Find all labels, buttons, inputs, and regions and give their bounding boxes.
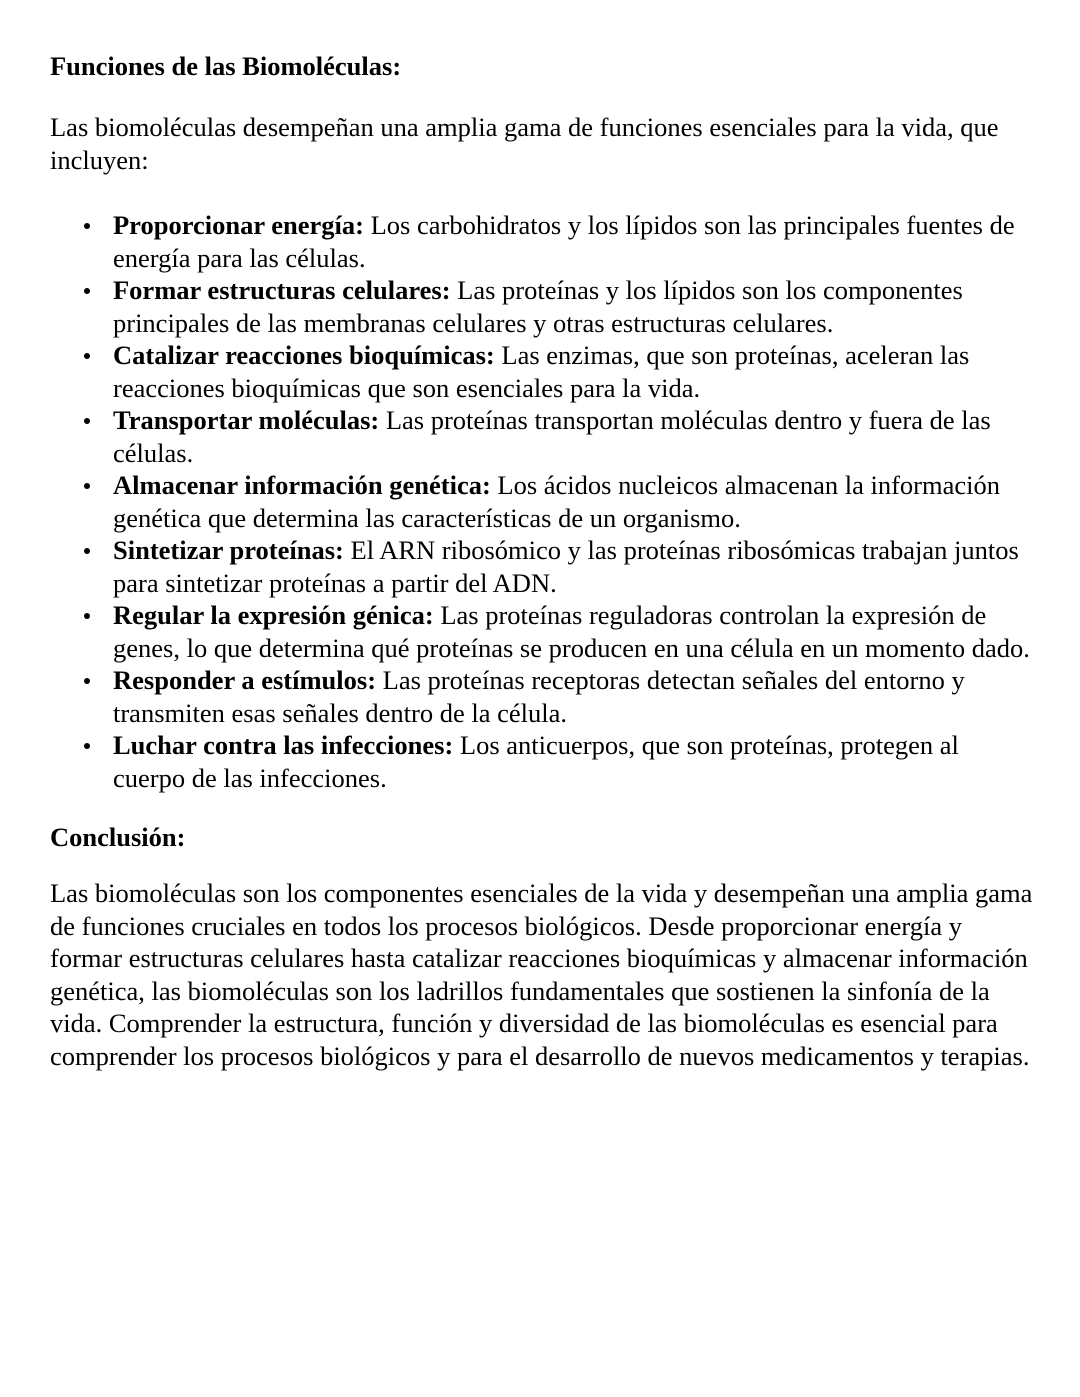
item-text: Los anticuerpos, que son proteínas, protegen al cuerpo de las infecciones. bbox=[113, 730, 959, 793]
list-item bbox=[50, 729, 1035, 794]
functions-heading: Funciones de las Biomoléculas: bbox=[50, 51, 402, 81]
item-term: Sintetizar proteínas: bbox=[113, 535, 344, 565]
item-text: Las proteínas reguladoras controlan la expresión de genes, lo que determina qué proteínas se producen en una célula en un momento dado. bbox=[113, 600, 1030, 663]
item-text: Las proteínas y los lípidos son los componentes principales de las membranas celulares y otras estructuras celulares. bbox=[113, 275, 963, 338]
item-term: Proporcionar energía: bbox=[113, 210, 364, 240]
item-text: Las proteínas transportan moléculas dentro y fuera de las células. bbox=[113, 405, 991, 468]
item-text: Los ácidos nucleicos almacenan la información genética que determina las características de un organismo. bbox=[113, 470, 1000, 533]
bullet-icon bbox=[84, 288, 90, 294]
item-text: Las proteínas receptoras detectan señales del entorno y transmiten esas señales dentro de la célula. bbox=[113, 665, 965, 728]
bullet-icon bbox=[84, 223, 90, 229]
list-item bbox=[50, 209, 1035, 274]
item-term: Responder a estímulos: bbox=[113, 665, 377, 695]
list-item bbox=[50, 339, 1035, 404]
item-term: Catalizar reacciones bioquímicas: bbox=[113, 340, 495, 370]
item-term: Transportar moléculas: bbox=[113, 405, 380, 435]
list-item bbox=[50, 404, 1035, 469]
bullet-icon bbox=[84, 743, 90, 749]
list-item bbox=[50, 274, 1035, 339]
functions-list bbox=[50, 209, 1035, 794]
item-text: Las enzimas, que son proteínas, aceleran las reacciones bioquímicas que son esenciales para la vida. bbox=[113, 340, 970, 403]
bullet-icon bbox=[84, 418, 90, 424]
bullet-icon bbox=[84, 613, 90, 619]
functions-intro: Las biomoléculas desempeñan una amplia gama de funciones esenciales para la vida, que incluyen: bbox=[50, 112, 999, 175]
item-term: Almacenar información genética: bbox=[113, 470, 491, 500]
item-term: Luchar contra las infecciones: bbox=[113, 730, 454, 760]
conclusion-heading: Conclusión: bbox=[50, 822, 186, 852]
item-term: Regular la expresión génica: bbox=[113, 600, 434, 630]
bullet-icon bbox=[84, 678, 90, 684]
document-page bbox=[50, 50, 1035, 1072]
item-text: El ARN ribosómico y las proteínas ribosómicas trabajan juntos para sintetizar proteínas a partir del ADN. bbox=[113, 535, 1019, 598]
bullet-icon bbox=[84, 548, 90, 554]
conclusion-text: Las biomoléculas son los componentes esenciales de la vida y desempeñan una amplia gama de funciones cruciales en todos los procesos biológicos. Desde proporcionar energía y formar estructuras celulares hasta catalizar reacciones bioquímicas y almacenar información genética, las biomoléculas son los ladrillos fundamentales que sostienen la sinfonía de la vida. Comprender la estructura, función y diversidad de las biomoléculas es esencial para comprender los procesos biológicos y para el desarrollo de nuevos medicamentos y terapias. bbox=[50, 878, 1033, 1071]
list-item bbox=[50, 664, 1035, 729]
list-item bbox=[50, 599, 1035, 664]
item-text: Los carbohidratos y los lípidos son las principales fuentes de energía para las células. bbox=[113, 210, 1015, 273]
bullet-icon bbox=[84, 353, 90, 359]
list-item bbox=[50, 469, 1035, 534]
list-item bbox=[50, 534, 1035, 599]
bullet-icon bbox=[84, 483, 90, 489]
item-term: Formar estructuras celulares: bbox=[113, 275, 451, 305]
